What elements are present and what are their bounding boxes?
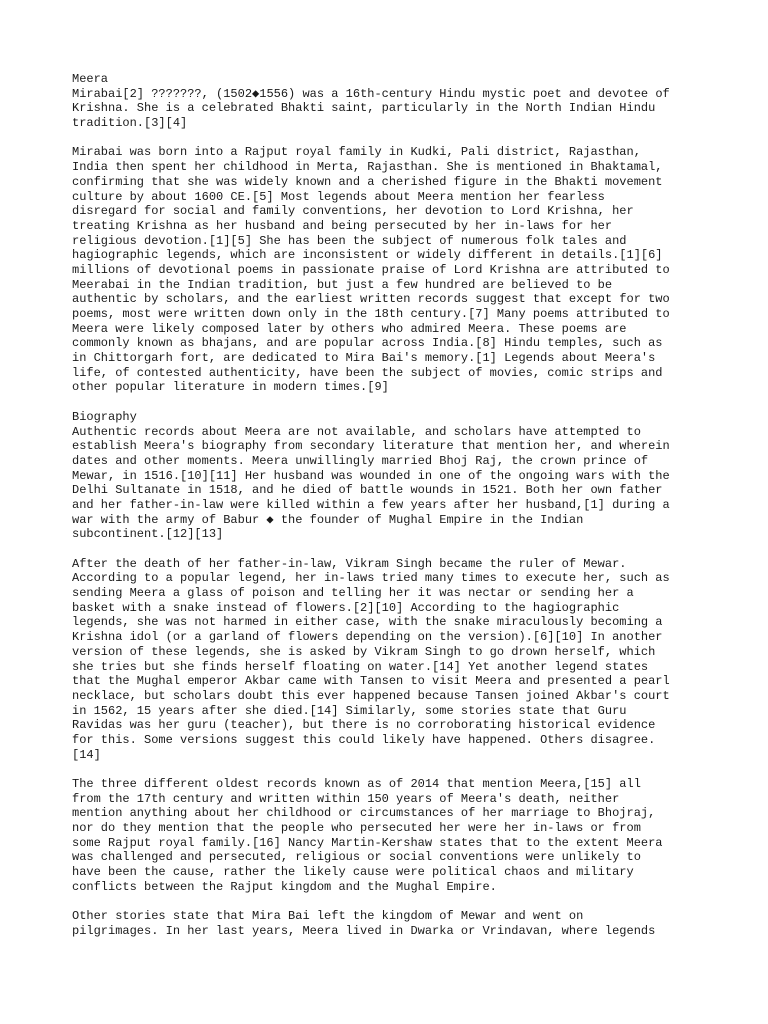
text-line: basket with a snake instead of flowers.[2][10] According to the hagiographic — [72, 600, 620, 615]
text-line: hagiographic legends, which are inconsistent or widely different in details.[1][6] — [72, 248, 663, 263]
paragraph-gap — [72, 542, 702, 557]
paragraph-gap — [72, 131, 702, 146]
paragraph-intro — [72, 72, 702, 131]
text-line: in 1562, 15 years after she died.[14] Similarly, some stories state that Guru — [72, 703, 627, 718]
text-line: sending Meera a glass of poison and telling her it was nectar or sending her a — [72, 586, 634, 601]
paragraph-pilgrimages — [72, 909, 702, 938]
text-line: Meerabai in the Indian tradition, but just a few hundred are believed to be — [72, 277, 613, 292]
text-line: other popular literature in modern times.[9] — [72, 380, 389, 395]
text-line: life, of contested authenticity, have been the subject of movies, comic strips and — [72, 365, 663, 380]
text-line: millions of devotional poems in passionate praise of Lord Krishna are attributed to — [72, 262, 670, 277]
text-line: necklace, but scholars doubt this ever happened because Tansen joined Akbar's court — [72, 688, 670, 703]
text-line: conflicts between the Rajput kingdom and the Mughal Empire. — [72, 879, 497, 894]
text-line: that the Mughal emperor Akbar came with Tansen to visit Meera and presented a pearl — [72, 674, 670, 689]
text-line: in Chittorgarh fort, are dedicated to Mira Bai's memory.[1] Legends about Meera's — [72, 351, 656, 366]
text-line: Delhi Sultanate in 1518, and he died of battle wounds in 1521. Both her own father — [72, 483, 663, 498]
text-line: from the 17th century and written within 150 years of Meera's death, neither — [72, 791, 620, 806]
text-line: The three different oldest records known as of 2014 that mention Meera,[15] all — [72, 777, 641, 791]
text-line: poems, most were written down only in the 18th century.[7] Many poems attributed to — [72, 307, 670, 321]
text-line: Mewar, in 1516.[10][11] Her husband was wounded in one of the ongoing wars with the — [72, 468, 670, 483]
text-line: legends, she was not harmed in either case, with the snake miraculously becoming a — [72, 615, 663, 630]
text-line: religious devotion.[1][5] She has been the subject of numerous folk tales and — [72, 233, 627, 248]
text-line: Ravidas was her guru (teacher), but there is no corroborating historical evidence — [72, 718, 656, 733]
text-line: Krishna idol (or a garland of flowers depending on the version).[6][10] In another — [72, 630, 663, 645]
text-line: war with the army of Babur ◆ the founder of Mughal Empire in the Indian — [72, 512, 584, 527]
text-line: Other stories state that Mira Bai left the kingdom of Mewar and went on — [72, 909, 584, 924]
section-title-biography: Biography — [72, 409, 137, 424]
paragraph-gap — [72, 395, 702, 410]
text-line: nor do they mention that the people who persecuted her were her in-laws or from — [72, 821, 641, 836]
text-line: some Rajput royal family.[16] Nancy Martin-Kershaw states that to the extent Meera — [72, 835, 663, 850]
text-line: treating Krishna as her husband and being persecuted by her in-laws for her — [72, 218, 613, 233]
document-page — [72, 72, 702, 939]
text-line: establish Meera's biography from secondary literature that mention her, and wherein — [72, 439, 670, 454]
text-line: disregard for social and family conventions, her devotion to Lord Krishna, her — [72, 204, 634, 219]
text-line: for this. Some versions suggest this could likely have happened. Others disagree. — [72, 732, 656, 747]
text-line: and her father-in-law were killed within a few years after her husband,[1] during a — [72, 497, 670, 512]
paragraph-legends — [72, 557, 702, 763]
text-line: pilgrimages. In her last years, Meera lived in Dwarka or Vrindavan, where legends — [72, 923, 656, 938]
paragraph-early-life — [72, 145, 702, 395]
section-title-meera: Meera — [72, 72, 109, 86]
text-line: subcontinent.[12][13] — [72, 527, 224, 542]
text-line: authentic by scholars, and the earliest written records suggest that except for two — [72, 292, 670, 307]
paragraph-biography — [72, 410, 702, 542]
paragraph-gap — [72, 762, 702, 777]
paragraph-gap — [72, 895, 702, 910]
text-line: tradition.[3][4] — [72, 116, 188, 131]
text-line: Meera were likely composed later by others who admired Meera. These poems are — [72, 321, 627, 336]
text-line: dates and other moments. Meera unwillingly married Bhoj Raj, the crown prince of — [72, 453, 649, 468]
text-line: have been the cause, rather the likely cause were political chaos and military — [72, 865, 634, 880]
text-line: India then spent her childhood in Merta, Rajasthan. She is mentioned in Bhaktamal, — [72, 160, 663, 175]
text-line: Mirabai[2] ???????, (1502◆1556) was a 16th-century Hindu mystic poet and devotee of — [72, 86, 670, 101]
text-line: confirming that she was widely known and a cherished figure in the Bhakti movement — [72, 174, 663, 189]
text-line: version of these legends, she is asked by Vikram Singh to go drown herself, which — [72, 644, 656, 659]
text-line: After the death of her father-in-law, Vikram Singh became the ruler of Mewar. — [72, 556, 627, 571]
text-line: According to a popular legend, her in-laws tried many times to execute her, such as — [72, 571, 670, 586]
text-line: she tries but she finds herself floating on water.[14] Yet another legend states — [72, 659, 649, 674]
text-line: Krishna. She is a celebrated Bhakti saint, particularly in the North Indian Hindu — [72, 101, 656, 116]
text-line: commonly known as bhajans, and are popular across India.[8] Hindu temples, such as — [72, 336, 663, 351]
text-line: [14] — [72, 747, 101, 762]
text-line: Mirabai was born into a Rajput royal family in Kudki, Pali district, Rajasthan, — [72, 145, 641, 160]
text-line: was challenged and persecuted, religious or social conventions were unlikely to — [72, 850, 641, 865]
text-line: culture by about 1600 CE.[5] Most legends about Meera mention her fearless — [72, 189, 605, 204]
paragraph-oldest-records — [72, 777, 702, 895]
text-line: Authentic records about Meera are not available, and scholars have attempted to — [72, 424, 641, 439]
text-line: mention anything about her childhood or circumstances of her marriage to Bhojraj, — [72, 806, 656, 821]
